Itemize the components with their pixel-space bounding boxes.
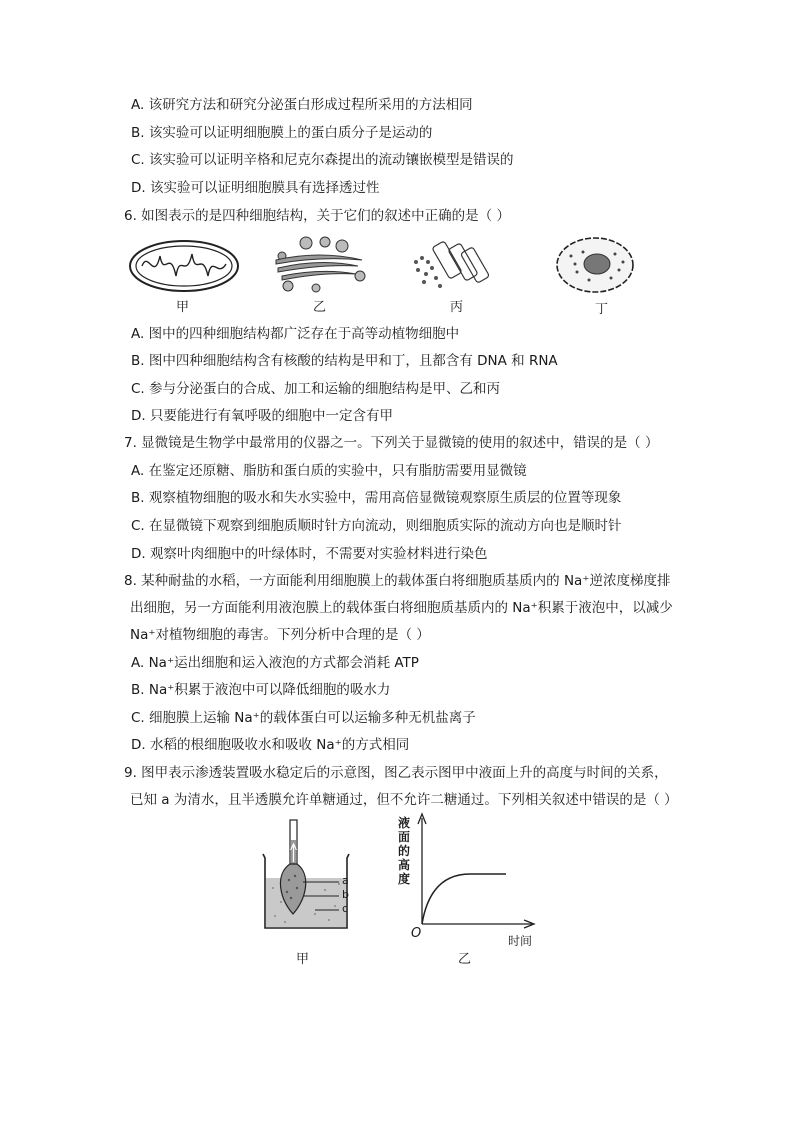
ylabel-char: 高: [398, 858, 411, 872]
label-yi: 乙: [313, 300, 327, 315]
q8-option-b: B. Na⁺积累于液泡中可以降低细胞的吸水力: [131, 682, 391, 698]
nucleus-figure: [553, 234, 637, 296]
q7-option-b: B. 观察植物细胞的吸水和失水实验中，需用高倍显微镜观察原生质层的位置等现象: [131, 490, 622, 506]
origin-label: O: [411, 926, 422, 941]
mitochondrion-figure: [128, 238, 240, 294]
ylabel-char: 的: [398, 844, 411, 858]
height-time-graph: [410, 812, 538, 932]
label-a: a: [342, 874, 349, 887]
yi-ylabel: [398, 816, 412, 886]
ylabel-char: 度: [398, 872, 411, 886]
q5-option-b: B. 该实验可以证明细胞膜上的蛋白质分子是运动的: [131, 125, 433, 141]
label-bing: 丙: [450, 300, 464, 315]
q6-stem: 6. 如图表示的是四种细胞结构，关于它们的叙述中正确的是（ ）: [124, 208, 510, 224]
q5-option-d: D. 该实验可以证明细胞膜具有选择透过性: [131, 180, 380, 196]
label-jia: 甲: [176, 300, 190, 315]
ylabel-char: 面: [398, 830, 411, 844]
q8-option-d: D. 水稻的根细胞吸收水和吸收 Na⁺的方式相同: [131, 737, 410, 753]
q8-stem-line-2: 出细胞，另一方面能利用液泡膜上的载体蛋白将细胞质基质内的 Na⁺积累于液泡中，以减少: [130, 600, 673, 616]
q9-stem-line-2: 已知 a 为清水，且半透膜允许单糖通过，但不允许二糖通过。下列相关叙述中错误的是（ ）: [130, 792, 678, 808]
q6-option-c: C. 参与分泌蛋白的合成、加工和运输的细胞结构是甲、乙和丙: [131, 381, 501, 397]
q9-stem-line-1: 9. 图甲表示渗透装置吸水稳定后的示意图，图乙表示图甲中液面上升的高度与时间的关系，: [124, 765, 668, 781]
label-b: b: [342, 888, 349, 901]
q8-stem-line-1: 8. 某种耐盐的水稻，一方面能利用细胞膜上的载体蛋白将细胞质基质内的 Na⁺逆浓度梯度排: [124, 573, 671, 589]
xlabel-time: 时间: [508, 934, 533, 948]
label-c: c: [342, 902, 349, 915]
q6-option-a: A. 图中的四种细胞结构都广泛存在于高等动植物细胞中: [131, 326, 460, 342]
q8-option-c: C. 细胞膜上运输 Na⁺的载体蛋白可以运输多种无机盐离子: [131, 710, 476, 726]
q7-option-a: A. 在鉴定还原糖、脂肪和蛋白质的实验中，只有脂肪需要用显微镜: [131, 463, 527, 479]
q6-option-d: D. 只要能进行有氧呼吸的细胞中一定含有甲: [131, 408, 393, 424]
q8-stem-line-3: Na⁺对植物细胞的毒害。下列分析中合理的是（ ）: [130, 627, 430, 643]
q5-option-c: C. 该实验可以证明辛格和尼克尔森提出的流动镶嵌模型是错误的: [131, 152, 514, 168]
golgi-figure: [270, 234, 370, 296]
q8-option-a: A. Na⁺运出细胞和运入液泡的方式都会消耗 ATP: [131, 655, 419, 671]
q7-stem: 7. 显微镜是生物学中最常用的仪器之一。下列关于显微镜的使用的叙述中，错误的是（ ）: [124, 435, 659, 451]
caption-yi: 乙: [458, 952, 472, 967]
q7-option-d: D. 观察叶肉细胞中的叶绿体时，不需要对实验材料进行染色: [131, 546, 488, 562]
q5-option-a: A. 该研究方法和研究分泌蛋白形成过程所采用的方法相同: [131, 97, 473, 113]
ylabel-char: 液: [398, 816, 411, 830]
label-ding: 丁: [595, 302, 609, 317]
caption-jia: 甲: [296, 952, 310, 967]
q6-option-b: B. 图中四种细胞结构含有核酸的结构是甲和丁，且都含有 DNA 和 RNA: [131, 353, 558, 369]
organelle-c-figure: [410, 234, 492, 296]
q7-option-c: C. 在显微镜下观察到细胞质顺时针方向流动，则细胞质实际的流动方向也是顺时针: [131, 518, 622, 534]
